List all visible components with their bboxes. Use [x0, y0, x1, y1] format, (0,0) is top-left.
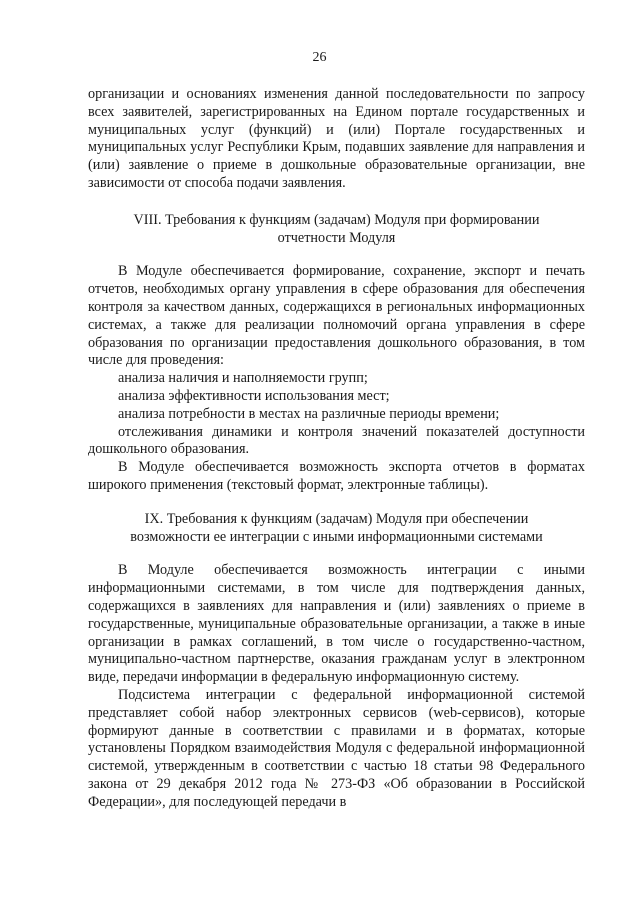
page-number: 26 — [312, 50, 327, 65]
list-item: анализа эффективности использования мест; — [118, 387, 390, 404]
page-content — [88, 86, 585, 811]
section-ix-paragraph2: Подсистема интеграции с федеральной информационной системой представляет собой набор электронных сервисов (web-сервисов), которые формируют данные в соответствии с правилами и в форматах, которые установлены Порядком взаимодействия Модуля с федеральной информационной системой, утвержденным в соответствии с частью 18 статьи 98 Федерального закона от 29 декабря 2012 года № 273-ФЗ «Об образовании в Российской Федерации», для последующей передачи в — [88, 686, 585, 810]
intro-paragraph: организации и основаниях изменения данной последовательности по запросу всех заявителей, зарегистрированных на Едином портале государственных и муниципальных услуг (функций) и (или) Портале государственных и муниципальных услуг Республики Крым, подавших заявление для направления и (или) заявление о приеме в дошкольные образовательные организации, вне зависимости от способа подачи заявления. — [88, 86, 585, 191]
section-viii-paragraph1: В Модуле обеспечивается формирование, сохранение, экспорт и печать отчетов, необходимых органу управления в сфере образования для обеспечения контроля за качеством данных, содержащихся в региональных информационных системах, а также для реализации полномочий органа управления в сфере образования по организации предоставления дошкольного образования, в том числе для проведения: — [88, 263, 585, 369]
list-item: отслеживания динамики и контроля значений показателей доступности дошкольного образования. — [88, 423, 585, 458]
section-viii-heading — [88, 212, 585, 248]
list-item: анализа потребности в местах на различные периоды времени; — [118, 405, 500, 422]
section-ix-paragraph1: В Модуле обеспечивается возможность интеграции с иными информационными системами, в том числе для подтверждения данных, содержащихся в заявлениях для направления и (или) заявлениях о приеме в государственные, муниципальные образовательные организации, а также в иные организации в рамках соглашений, в том числе о государственно-частном, муниципально-частном партнерстве, оказания гражданам услуг в электронном виде, передачи информации в федеральную информационную систему. — [88, 562, 585, 686]
section-viii-heading-line1: VIII. Требования к функциям (задачам) Модуля при формировании — [133, 211, 540, 228]
list-item: анализа наличия и наполняемости групп; — [118, 370, 368, 387]
section-viii-paragraph2: В Модуле обеспечивается возможность экспорта отчетов в форматах широкого применения (текстовый формат, электронные таблицы). — [88, 459, 585, 493]
section-ix-heading-line1: IX. Требования к функциям (задачам) Модуля при обеспечении — [144, 510, 529, 527]
section-ix-heading-line2: возможности ее интеграции с иными информационными системами — [130, 528, 543, 545]
section-viii-heading-line2: отчетности Модуля — [277, 229, 396, 246]
section-ix-heading — [88, 511, 585, 547]
